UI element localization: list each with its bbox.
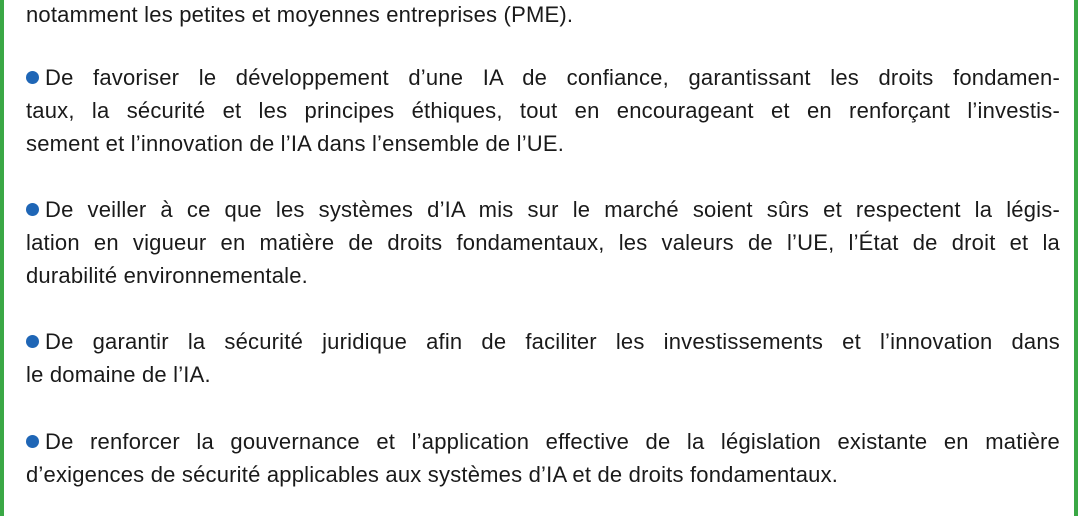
bullet-1-line-3: sement et l’innovation de l’IA dans l’ensemble de l’UE.	[26, 131, 565, 156]
bullet-4-text-1: De renforcer la gouvernance et l’application effective de la législation existante en matière	[45, 429, 1060, 454]
intro-line: notamment les petites et moyennes entreprises (PME).	[26, 2, 574, 27]
bullet-dot-icon	[26, 435, 39, 448]
bullet-2-line-1	[26, 193, 1060, 226]
bullet-dot-icon	[26, 203, 39, 216]
bullet-2-text-1: De veiller à ce que les systèmes d’IA mis sur le marché soient sûrs et respectent la légis-	[45, 197, 1060, 222]
bullet-4-line-2: d’exigences de sécurité applicables aux systèmes d’IA et de droits fondamentaux.	[26, 462, 839, 487]
bullet-2-line-2: lation en vigueur en matière de droits fondamentaux, les valeurs de l’UE, l’État de droit et la	[26, 230, 1060, 255]
bullet-3-line-1	[26, 325, 1060, 358]
bullet-dot-icon	[26, 71, 39, 84]
bullet-1-line-2: taux, la sécurité et les principes éthiques, tout en encourageant et en renforçant l’investis-	[26, 98, 1060, 123]
bullet-2-line-3: durabilité environnementale.	[26, 263, 308, 288]
bullet-3-line-2: le domaine de l’IA.	[26, 362, 211, 387]
bullet-1-line-1	[26, 61, 1060, 94]
bullet-4-line-1	[26, 425, 1060, 458]
bullet-dot-icon	[26, 335, 39, 348]
bullet-1-text-1: De favoriser le développement d’une IA de confiance, garantissant les droits fondamen-	[45, 65, 1060, 90]
bullet-3-text-1: De garantir la sécurité juridique afin de faciliter les investissements et l’innovation dans	[45, 329, 1060, 354]
